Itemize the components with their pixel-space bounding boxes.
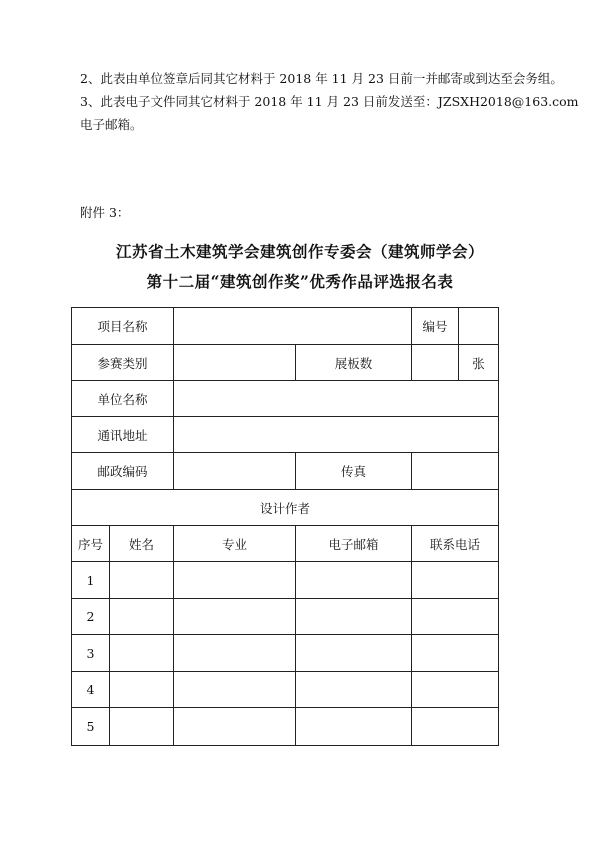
table-row [72,672,499,708]
email-cell[interactable] [296,672,412,708]
table-row [72,599,499,635]
row-project-name [72,308,499,345]
fax-field[interactable] [412,453,499,490]
email-cell[interactable] [296,562,412,599]
row-index: 5 [72,708,110,746]
category-field[interactable] [174,345,296,381]
col-header-major: 专业 [174,526,296,562]
major-cell[interactable] [174,562,296,599]
row-address [72,417,499,453]
row-index: 1 [72,562,110,599]
form-title-line-1: 江苏省土木建筑学会建筑创作专委会（建筑师学会） [115,242,484,261]
name-cell[interactable] [110,599,174,635]
boards-unit: 张 [459,345,499,381]
project-name-field[interactable] [174,308,412,345]
row-index: 2 [72,599,110,635]
table-row [72,562,499,599]
boards-label: 展板数 [296,345,412,381]
unit-name-label: 单位名称 [72,381,174,417]
name-cell[interactable] [110,708,174,746]
note-line-3-cont: 电子邮箱。 [80,117,143,132]
postcode-field[interactable] [174,453,296,490]
phone-cell[interactable] [412,599,499,635]
table-row [72,635,499,672]
attachment-label: 附件 3： [80,205,130,220]
designers-header: 设计作者 [72,490,499,526]
name-cell[interactable] [110,672,174,708]
col-header-name: 姓名 [110,526,174,562]
col-header-index: 序号 [72,526,110,562]
row-column-headers [72,526,499,562]
name-cell[interactable] [110,562,174,599]
phone-cell[interactable] [412,672,499,708]
address-label: 通讯地址 [72,417,174,453]
major-cell[interactable] [174,635,296,672]
boards-count-field[interactable] [412,345,459,381]
category-label: 参赛类别 [72,345,174,381]
name-cell[interactable] [110,635,174,672]
major-cell[interactable] [174,708,296,746]
project-name-label: 项目名称 [72,308,174,345]
phone-cell[interactable] [412,708,499,746]
note-line-2: 2、此表由单位签章后同其它材料于 2018 年 11 月 23 日前一并邮寄或到达至会务组。 [80,71,563,86]
email-cell[interactable] [296,635,412,672]
row-designers-header [72,490,499,526]
email-cell[interactable] [296,708,412,746]
address-field[interactable] [174,417,499,453]
note-line-3: 3、此表电子文件同其它材料于 2018 年 11 月 23 日前发送至：JZSXH2018@163.com [80,94,579,109]
form-title-line-2: 第十二届“建筑创作奖”优秀作品评选报名表 [146,272,454,291]
row-category [72,345,499,381]
postcode-label: 邮政编码 [72,453,174,490]
row-postcode [72,453,499,490]
col-header-email: 电子邮箱 [296,526,412,562]
major-cell[interactable] [174,599,296,635]
col-header-phone: 联系电话 [412,526,499,562]
major-cell[interactable] [174,672,296,708]
registration-form-table [71,307,499,746]
row-index: 4 [72,672,110,708]
fax-label: 传真 [296,453,412,490]
number-field[interactable] [459,308,499,345]
row-unit-name [72,381,499,417]
phone-cell[interactable] [412,635,499,672]
unit-name-field[interactable] [174,381,499,417]
row-index: 3 [72,635,110,672]
table-row [72,708,499,746]
number-label: 编号 [412,308,459,345]
email-cell[interactable] [296,599,412,635]
phone-cell[interactable] [412,562,499,599]
